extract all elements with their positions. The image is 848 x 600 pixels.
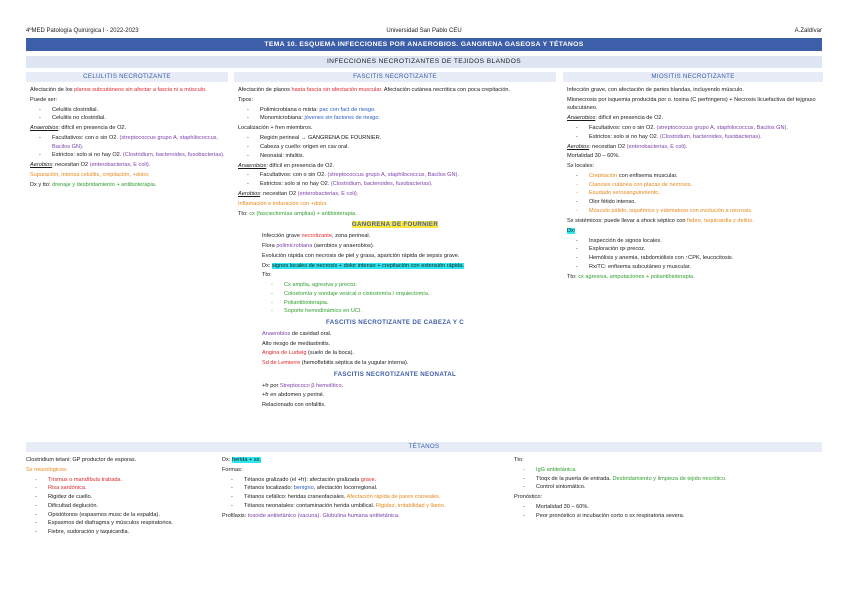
list-item: - Neonatal: infalitis. [260,152,556,160]
list-item: - Rx/TC: enfisema subcutáneo y muscular. [589,263,823,271]
miositis-definition: Infección grave, con afectación de partes blandas, incluyendo músculo. [567,87,744,93]
celulitis-types-list [30,106,228,123]
celulitis-anaerobios: Anaerobios: difícil en presencia de O2. [30,125,127,132]
fournier-tto-label: Tto: [262,272,272,279]
celulitis-types-label: Puede ser: [30,96,58,103]
tetanos-heading: TÉTANOS [26,442,822,452]
list-item: - Inspección de signos locales. [589,237,823,245]
fournier-flora: Flora polimicrobiana (aerobios y anaerobios). [262,242,375,249]
list-item: - Tétanos cefálico: heridas craneofaciales. Afectación rápida de pares craneales. [244,493,512,501]
tetanos-sx-list [26,476,216,537]
fascitis-heading: FASCITIS NECROTIZANTE [234,72,556,82]
tetanos-dx: Dx: herida + sx. [222,457,262,463]
cabeza-p3: Angina de Ludwig (suelo de la boca). [262,350,355,357]
list-item: - Tétanos localizado: benigno, afectación locorregional. [244,484,512,492]
celulitis-column [26,72,228,191]
neonatal-p1: +fr por Streptococo β hemolítico. [262,382,344,389]
fascitis-types-list [238,106,556,123]
miositis-mechanism: Mionecrosis por isquemia producida por o. toxina (C perfringens) + Necrosis licuefactiva del tejgraso subcutáneo. [567,96,816,112]
miositis-mortality: Mortalidad 30 – 60%. [567,153,620,160]
list-item: - Ttoqx de la puerta de entrada. Desbridamiento y limpieza de tejido necrótico. [536,475,814,483]
list-item: - Estrictos: solo si no hay O2. (Clostridium, bacteroides, fusobacterias). [589,133,823,141]
list-item: - Olor fétido intenso. [589,198,823,206]
list-item: - Exudado serosanguinolento. [589,189,823,197]
list-item: - Rigidez de cuello. [48,493,216,501]
list-item: - Mortalidad 30 – 60%. [536,503,814,511]
section-title: INFECCIONES NECROTIZANTES DE TEJIDOS BLANDOS [26,56,822,68]
list-item: - Tétanos gralizado (el +fr): afectación gralizada grave. [244,476,512,484]
neonatal-p3: Relacionado con onfalitis. [262,402,326,409]
fascitis-clinica: Inflamación e induración con +dolor. [238,200,328,207]
tetanos-column-2 [222,456,512,522]
fournier-dx: Dx: signos locales de necrosis + dolor intenso + crepitación con extensión rápida. [262,262,464,269]
page-header [26,27,822,36]
miositis-anaerobios-list [567,124,823,141]
celulitis-anaerobios-list [30,134,228,160]
neonatal-p2: +fr en abdomen y periné. [262,392,325,399]
list-item: - Celulitis clostridial. [52,106,228,114]
list-item: - Colostomía y sondaje vesical o cistostomía / orquiectomía. [284,290,556,298]
miositis-column [563,72,823,283]
celulitis-definition: Afectación de los planos subcutáneos sin afectar a fascia ni a músculo. [30,87,207,93]
list-item: - Hemólisis y anemia, rabdomiólisis con ↑CPK, leucocitosis. [589,254,823,262]
fournier-definition: Infección grave necrotizante, zona perineal. [262,233,371,240]
list-item: - Región perineal → GANGRENA DE FOURNIER. [260,134,556,142]
list-item: - Espasmos del diafragma y músculos respiratorios. [48,519,216,527]
tetanos-formas-list [222,476,512,511]
tetanos-column-3 [514,456,814,522]
celulitis-aerobios: Aerobios: necesitan O2 (enterobacterias, E coli). [30,162,151,169]
cabeza-p1: Anaerobios de cavidad oral. [262,330,332,337]
list-item: - Estrictos: solo si no hay O2. (Clostridium, bacteroides, fusobacterias). [260,180,556,188]
miositis-dx-label: Dx: [567,227,576,234]
list-item: - Trismus o mandíbula trabada. [48,476,216,484]
list-item: - Cabeza y cuello: origen en cav oral. [260,143,556,151]
list-item: - Opistótonos (espasmos musc de la espalda). [48,511,216,519]
list-item: - Facultativos: con o sin O2. (streptococcus grupo A, staphilococcus, Bacilos GN). [589,124,823,132]
university-label: Universidad San Pablo CEU [386,28,462,34]
list-item: - Tétanos neonatales: contaminación herida umbilical. Rigidez, irritabilidad y llanto. [244,502,512,510]
list-item: - Cx amplia, agresiva y precoz. [284,281,556,289]
fascitis-aerobios: Aerobios: necesitan O2 (enterobacterias, E coli). [238,191,359,198]
miositis-heading: MIOSITIS NECROTIZANTE [563,72,823,82]
tetanos-pronostico-label: Pronóstico: [514,494,542,501]
cabeza-heading: FASCITIS NECROTIZANTE DE CABEZA Y C [326,318,464,326]
fascitis-anaerobios-list [238,171,556,188]
list-item: - IgG antitetánica. [536,466,814,474]
fascitis-types-label: Tipos: [238,96,254,103]
tetanos-pronostico-list [514,503,814,520]
miositis-tto: Tto: cx agresiva, amputaciones + poliantibioterapia. [567,273,695,280]
list-item: - Risa sardónica. [48,484,216,492]
list-item: - Músculo pálido, isquémico y edematoso con evolución a necrosis. [589,207,823,215]
fascitis-definition: Afectación de planos hasta fascia sin afectación muscular. Afectación cutánea necrótica con poca crepitación. [238,87,511,93]
neonatal-heading: FASCITIS NECROTIZANTE NEONATAL [333,370,457,378]
tetanos-tto-list [514,466,814,492]
list-item: - Estrictos: solo si no hay O2. (Clostridium, bacteroides, fusobacterias). [52,151,228,159]
miositis-local-list [567,172,823,216]
list-item: - Dificultad deglución. [48,502,216,510]
list-item: - Cianosis cutánea con placas de necrosis. [589,181,823,189]
list-item: - Control sintomático. [536,483,814,491]
list-item: - Peor pronóstico si incubación corto o sx respiratoria severa. [536,512,814,520]
tetanos-formas-label: Formas: [222,466,243,473]
celulitis-clinica: Supuración, intensa celulitis, crepitación, +dolor. [30,172,150,179]
fascitis-location-label: Localización + fren miembros. [238,125,313,132]
list-item: - Fiebre, sudoración y taquicardia. [48,528,216,536]
celulitis-dx-tto: Dx y tto: drenaje y desbridamiento + antibioterapia. [30,181,157,188]
fascitis-location-list [238,134,556,160]
fascitis-column [234,72,556,411]
tetanos-profilaxis: Profilaxis: toxoide antitetánico (vacuna). Globulina humana antitetánica. [222,512,400,519]
author-label: A.Zaldívar [794,28,822,34]
fournier-evolution: Evolución rápida con necrosis de piel y grasa, aparición rápida de sepsis grave. [262,252,460,259]
tetanos-column-1 [26,456,216,538]
fascitis-anaerobios: Anaerobios: difícil en presencia de O2. [238,162,335,169]
celulitis-heading: CELULITIS NECROTIZANTE [26,72,228,82]
tetanos-tto-label: Tto: [514,457,524,463]
list-item: - Celulitis no clostridial. [52,114,228,122]
fournier-tto-list [262,281,556,316]
cabeza-p2: Alto riesgo de mediastinitis. [262,340,331,347]
list-item: - Crepitación con enfisema muscular. [589,172,823,180]
miositis-local-label: Sx locales: [567,163,595,170]
miositis-aerobios: Aerobios: necesitan O2 (enterobacterias, E coli). [567,143,688,150]
page-title: TEMA 10. ESQUEMA INFECCIONES POR ANAEROBIOS. GANGRENA GASEOSA Y TÉTANOS [26,38,822,51]
miositis-systemic: Sx sistémicos: puede llevar a shock séptico con fiebre, taquicardia y delirio. [567,217,754,224]
list-item: - Exploración qx precoz. [589,245,823,253]
fournier-heading: GANGRENA DE FOURNIER [351,221,439,229]
list-item: - Soporte hemodinámico en UCI. [284,307,556,315]
tetanos-sx-label: Sx neurológicos: [26,466,68,473]
list-item: - Monomicrobiana: jóvenes sin factores de riesgo. [260,114,556,122]
miositis-anaerobios: Anaerobios: difícil en presencia de O2. [567,114,664,121]
tetanos-agent: Clostridium tetani: GP productor de esporas. [26,457,137,463]
miositis-dx-list [567,237,823,272]
course-label: 4ºMED Patología Quirúrgica I - 2022-2023 [26,28,139,34]
fascitis-tto: Tto: cx (fasciectomías amplias) + antibioterapia. [238,210,357,217]
cabeza-p4: Sd de Lemierre (hemoflebitis séptica de la yugular interna). [262,360,409,367]
list-item: - Poliantibioterapia. [284,299,556,307]
list-item: - Polimicrobiana o mixta: pac con fact de riesgo. [260,106,556,114]
list-item: - Facultativos: con o sin O2. (streptococcus grupo A, staphilococcus, Bacilos GN). [260,171,556,179]
list-item: - Facultativos: con o sin O2. (streptococcus grupo A, staphilococcus, Bacilos GN). [52,134,228,151]
